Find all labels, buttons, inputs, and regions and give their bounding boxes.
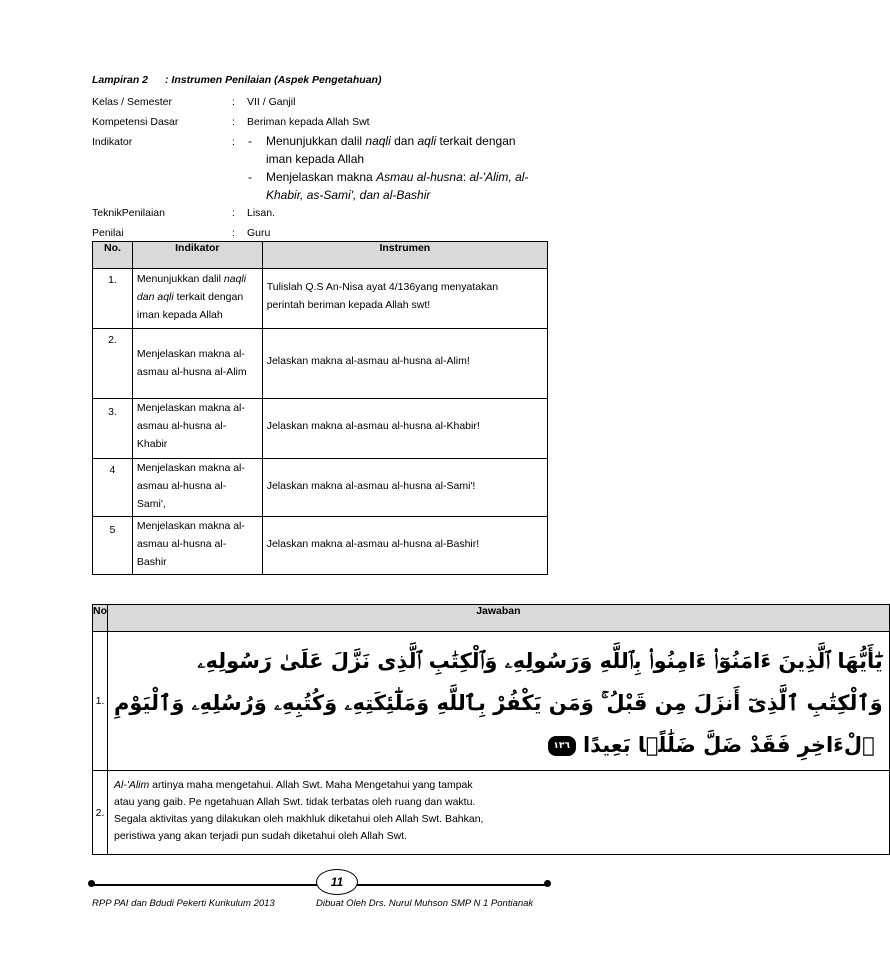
meta-colon: : — [232, 96, 235, 108]
lampiran-heading — [92, 74, 382, 86]
header-indikator: Indikator — [132, 242, 262, 269]
row-instrumen: Jelaskan makna al-asmau al-husna al-Bashir! — [262, 517, 547, 575]
text: Menunjukkan dalil — [266, 134, 366, 148]
indikator-item-2-line-2: Khabir, as-Sami', dan al-Bashir — [266, 188, 431, 202]
line: atau yang gaib. Pe ngetahuan Allah Swt. tidak terbatas oleh ruang dan waktu. — [114, 796, 476, 808]
meta-label: Penilai — [92, 227, 124, 239]
arabic-answer-cell — [108, 632, 890, 771]
answer-table — [92, 604, 890, 855]
text: terkait dengan — [436, 134, 516, 148]
text-italic: aqli — [417, 134, 437, 148]
indikator-dash-2: - — [248, 170, 252, 184]
text-italic: naqli — [365, 134, 391, 148]
header-instrumen: Instrumen — [262, 242, 547, 269]
line: iman kepada Allah — [136, 309, 223, 321]
text-italic: Asmau al-husna — [376, 170, 463, 184]
header-no: No. — [93, 242, 133, 269]
instrument-table — [92, 241, 548, 575]
ayah-number-marker: ١٣٦ — [548, 736, 576, 756]
arabic-text: ٱلْءَاخِرِ فَقَدْ ضَلَّ ضَلَٰلًۢا بَعِيدًا — [582, 733, 875, 757]
meta-value: Beriman kepada Allah Swt — [247, 116, 370, 128]
line: peristiwa yang akan terjadi pun sudah diketahui oleh Allah Swt. — [114, 830, 408, 842]
table-row — [93, 517, 548, 575]
row-no: 2. — [93, 329, 133, 399]
row-indikator — [132, 399, 262, 459]
line: Sami', — [136, 498, 166, 510]
line: Bashir — [136, 556, 167, 568]
text-italic: dan aqli — [136, 291, 174, 303]
arabic-line-1: يَٰٓأَيُّهَا ٱلَّذِينَ ءَامَنُوٓا۟ ءَامِنُوا۟ بِٱللَّهِ وَرَسُولِهِۦ وَٱلْكِتَٰبِ ٱلَّذِى نَزَّلَ عَلَىٰ رَسُولِهِۦ — [197, 649, 883, 673]
row-instrumen: Jelaskan makna al-asmau al-husna al-Alim! — [262, 329, 547, 399]
meta-colon: : — [232, 207, 235, 219]
answer-text-cell — [108, 771, 890, 855]
line — [114, 777, 883, 794]
row-no: 1. — [93, 632, 108, 771]
row-instrumen — [262, 269, 547, 329]
meta-colon: : — [232, 227, 235, 239]
line: Tulislah Q.S An-Nisa ayat 4/136yang menyatakan — [266, 281, 499, 293]
footer-dot-right — [544, 880, 551, 887]
line: Menjelaskan makna al- — [136, 402, 245, 414]
line: asmau al-husna al- — [136, 480, 227, 492]
lampiran-label: Lampiran 2 — [92, 74, 149, 86]
footer-left-text: RPP PAI dan Bdudi Pekerti Kurikulum 2013 — [92, 898, 275, 909]
row-indikator — [132, 517, 262, 575]
row-indikator — [132, 329, 262, 399]
table-header-row — [93, 605, 890, 632]
text-italic: naqli — [223, 273, 247, 285]
footer-right-text: Dibuat Oleh Drs. Nurul Muhson SMP N 1 Pontianak — [316, 898, 534, 909]
text: artinya maha mengetahui. Allah Swt. Maha Mengetahui yang tampak — [149, 779, 473, 791]
line: perintah beriman kepada Allah swt! — [266, 299, 431, 311]
line: Segala aktivitas yang dilakukan oleh makhluk diketahui oleh Allah Swt. Bahkan, — [114, 813, 484, 825]
lampiran-title: : Instrumen Penilaian (Aspek Pengetahuan) — [165, 74, 382, 86]
text-italic: al-'Alim, al- — [469, 170, 529, 184]
text: dan — [390, 134, 418, 148]
line: asmau al-husna al- — [136, 420, 227, 432]
line: Menjelaskan makna al- — [136, 520, 245, 532]
row-instrumen: Jelaskan makna al-asmau al-husna al-Sami'! — [262, 459, 547, 517]
header-no: No — [93, 605, 108, 632]
meta-value: Guru — [247, 227, 271, 239]
meta-label: TeknikPenilaian — [92, 207, 165, 219]
line — [137, 270, 258, 288]
meta-value: VII / Ganjil — [247, 96, 296, 108]
text-italic: Al-'Alim — [114, 779, 150, 791]
meta-colon: : — [232, 136, 235, 148]
table-header-row — [93, 242, 548, 269]
meta-label: Kelas / Semester — [92, 96, 172, 108]
line: asmau al-husna al-Alim — [136, 366, 247, 378]
row-indikator — [132, 269, 262, 329]
indikator-item-1-line-2: iman kepada Allah — [266, 152, 365, 166]
arabic-line-3 — [114, 724, 883, 766]
table-row — [93, 632, 890, 771]
row-no: 2. — [93, 771, 108, 855]
footer-dot-left — [88, 880, 95, 887]
meta-colon: : — [232, 116, 235, 128]
table-row — [93, 771, 890, 855]
text: Menunjukkan dalil — [136, 273, 224, 285]
indikator-item-2-line-1 — [266, 170, 528, 184]
line: Menjelaskan makna al- — [136, 348, 245, 360]
meta-label: Kompetensi Dasar — [92, 116, 179, 128]
table-row — [93, 329, 548, 399]
line — [137, 288, 258, 306]
text: : — [462, 170, 470, 184]
text: terkait dengan — [173, 291, 244, 303]
table-row — [93, 269, 548, 329]
table-row — [93, 459, 548, 517]
row-indikator — [132, 459, 262, 517]
row-no: 4 — [93, 459, 133, 517]
indikator-item-1-line-1 — [266, 134, 516, 148]
header-jawaban: Jawaban — [108, 605, 890, 632]
table-row — [93, 399, 548, 459]
row-no: 1. — [93, 269, 133, 329]
row-instrumen: Jelaskan makna al-asmau al-husna al-Khabir! — [262, 399, 547, 459]
page-number: 11 — [316, 869, 358, 895]
line: asmau al-husna al- — [136, 538, 227, 550]
arabic-line-2: وَٱلْكِتَٰبِ ٱلَّذِىٓ أَنزَلَ مِن قَبْلُ ۚ وَمَن يَكْفُرْ بِٱللَّهِ وَمَلَٰٓئِكَتِهِۦ وَكُتُبِهِۦ وَرُسُلِهِۦ وَٱلْيَوْمِ — [114, 691, 883, 715]
indikator-dash-1: - — [248, 134, 252, 148]
row-no: 5 — [93, 517, 133, 575]
line: Menjelaskan makna al- — [136, 462, 245, 474]
text: Menjelaskan makna — [266, 170, 377, 184]
row-no: 3. — [93, 399, 133, 459]
line: Khabir — [136, 438, 168, 450]
meta-label: Indikator — [92, 136, 133, 148]
meta-value: Lisan. — [247, 207, 276, 219]
